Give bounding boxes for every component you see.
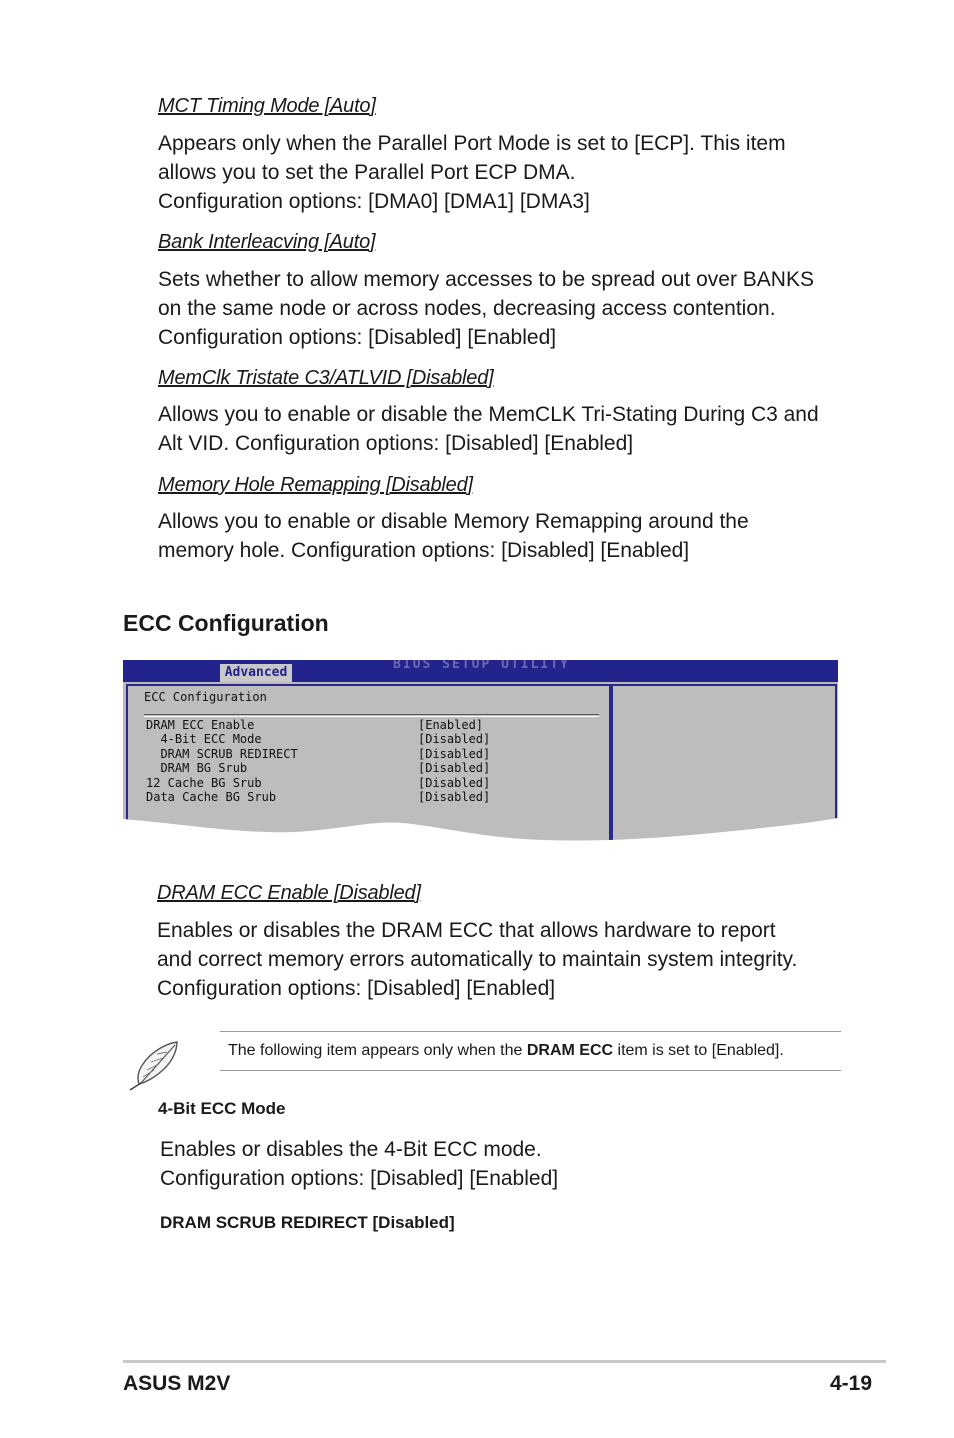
description-line: memory hole. Configuration options: [Disabled] [Enabled]	[158, 539, 690, 562]
bios-row-value[interactable]: [Disabled]	[418, 790, 491, 804]
bios-header-text: BIOS SETUP UTILITY	[393, 660, 570, 672]
description-line: Configuration options: [Disabled] [Enabled]	[157, 977, 556, 1000]
description-line: allows you to set the Parallel Port ECP DMA.	[158, 161, 576, 184]
note-bottom-rule	[220, 1070, 841, 1071]
description-line: Allows you to enable or disable Memory Remapping around the	[158, 510, 749, 533]
description-line: Appears only when the Parallel Port Mode is set to [ECP]. This item	[158, 132, 786, 155]
item-description-4bit-ecc-mode	[160, 1135, 558, 1193]
bios-row-label[interactable]: Data Cache BG Srub	[146, 790, 277, 804]
description-line: Configuration options: [DMA0] [DMA1] [DMA3]	[158, 190, 590, 213]
bios-row-label[interactable]: DRAM SCRUB REDIRECT	[146, 747, 298, 761]
bios-row-value[interactable]: [Disabled]	[418, 776, 491, 790]
bios-screenshot	[123, 660, 838, 848]
description-line: and correct memory errors automatically to maintain system integrity.	[157, 948, 798, 971]
note-text	[228, 1042, 784, 1060]
item-description-mct-timing	[158, 129, 786, 216]
bios-panel-title: ECC Configuration	[144, 690, 267, 704]
description-line: on the same node or across nodes, decreasing access contention.	[158, 297, 776, 320]
description-line: Allows you to enable or disable the MemCLK Tri-Stating During C3 and	[158, 403, 819, 426]
bios-row-label[interactable]: 12 Cache BG Srub	[146, 776, 262, 790]
item-description-bank-interleaving	[158, 265, 814, 352]
torn-edge-overlay	[123, 810, 838, 848]
item-description-memclk-tristate	[158, 400, 819, 458]
bios-row-value[interactable]: [Enabled]	[418, 718, 484, 732]
item-title-dram-ecc-enable: DRAM ECC Enable [Disabled]	[157, 882, 421, 904]
bios-divider-highlight	[144, 716, 599, 717]
description-line: Enables or disables the 4-Bit ECC mode.	[160, 1138, 542, 1161]
bios-row-value[interactable]: [Disabled]	[418, 747, 491, 761]
ecc-configuration-heading: ECC Configuration	[123, 610, 329, 636]
footer-page-number: 4-19	[829, 1372, 872, 1395]
description-line: Sets whether to allow memory accesses to be spread out over BANKS	[158, 268, 814, 291]
item-title-mct-timing: MCT Timing Mode [Auto]	[158, 95, 376, 117]
feather-pen-icon	[127, 1040, 183, 1092]
bios-row-label[interactable]: DRAM ECC Enable	[146, 718, 255, 732]
description-line: Alt VID. Configuration options: [Disabled] [Enabled]	[158, 432, 634, 455]
item-title-dram-scrub-redirect: DRAM SCRUB REDIRECT [Disabled]	[160, 1213, 455, 1232]
bios-divider	[144, 714, 599, 715]
item-description-dram-ecc-enable	[157, 916, 797, 1003]
bios-row-label[interactable]: DRAM BG Srub	[146, 761, 248, 775]
note-text-bold: DRAM ECC	[526, 1042, 614, 1059]
item-title-bank-interleaving: Bank Interleacving [Auto]	[158, 231, 376, 253]
note-top-rule	[220, 1031, 841, 1032]
description-line: Enables or disables the DRAM ECC that allows hardware to report	[157, 919, 776, 942]
note-text-before: The following item appears only when the	[228, 1042, 527, 1059]
footer-rule	[123, 1360, 886, 1363]
item-title-memory-hole-remapping: Memory Hole Remapping [Disabled]	[158, 474, 473, 496]
bios-tab-advanced[interactable]: Advanced	[220, 664, 292, 682]
item-title-4bit-ecc-mode: 4-Bit ECC Mode	[158, 1099, 286, 1118]
bios-row-value[interactable]: [Disabled]	[418, 761, 491, 775]
description-line: Configuration options: [Disabled] [Enabled]	[158, 326, 557, 349]
bios-row-label[interactable]: 4-Bit ECC Mode	[146, 732, 262, 746]
footer-product-name: ASUS M2V	[123, 1372, 231, 1395]
item-description-memory-hole-remapping	[158, 507, 749, 565]
description-line: Configuration options: [Disabled] [Enabled]	[160, 1167, 559, 1190]
note-text-after: item is set to [Enabled].	[613, 1042, 784, 1059]
bios-row-value[interactable]: [Disabled]	[418, 732, 491, 746]
item-title-memclk-tristate: MemClk Tristate C3/ATLVID [Disabled]	[158, 367, 494, 389]
bios-title-bar	[123, 660, 838, 682]
